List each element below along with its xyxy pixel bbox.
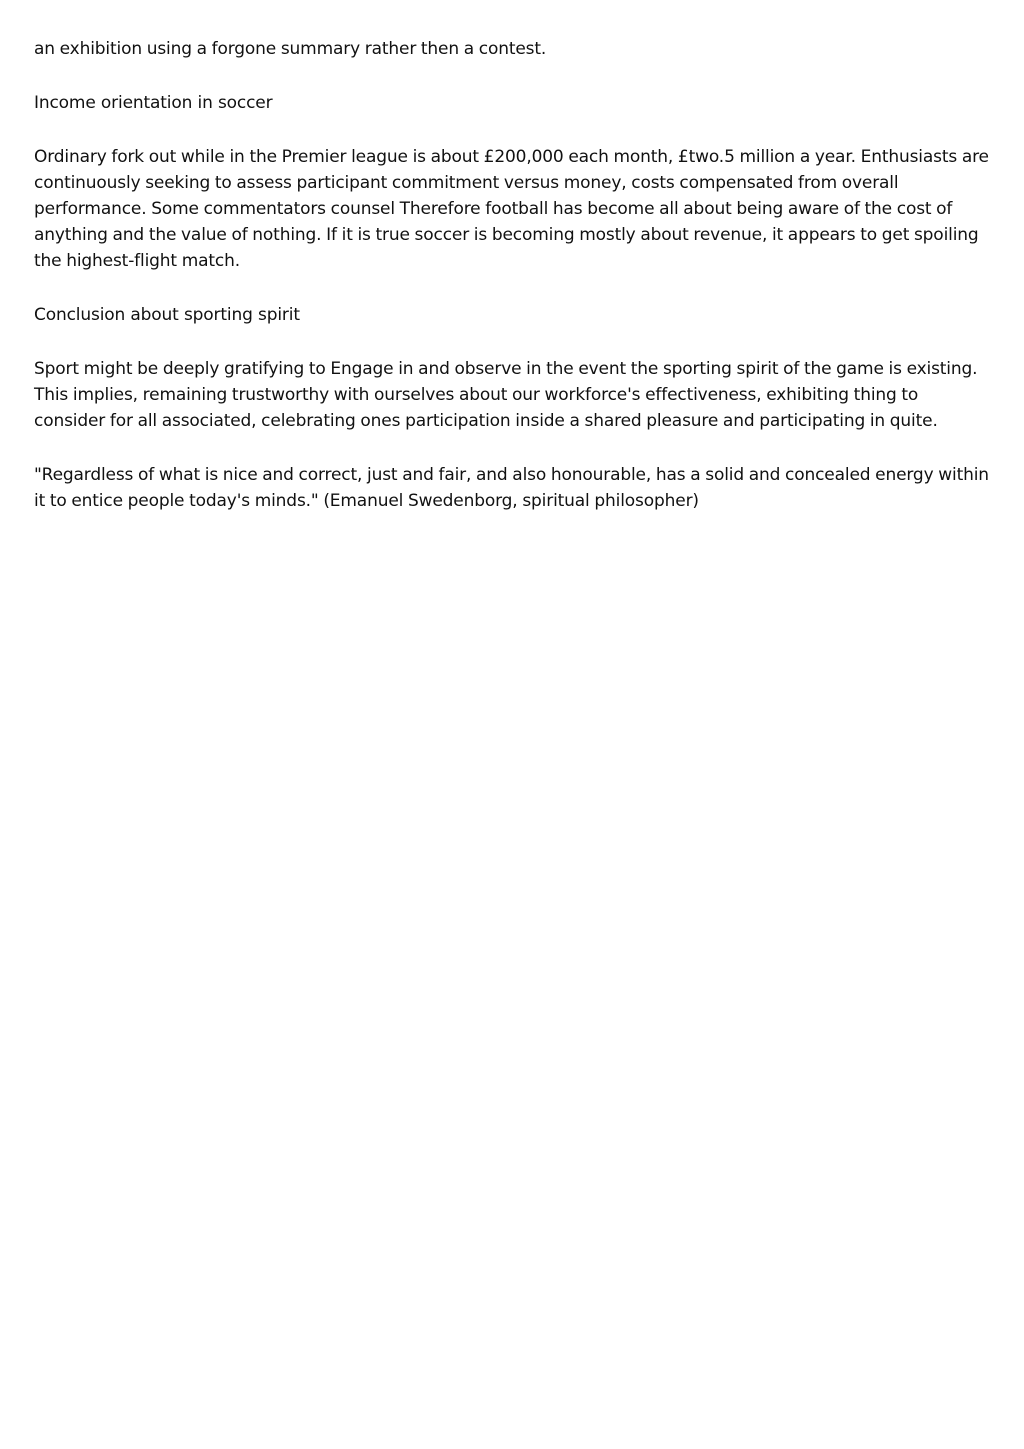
- section-heading-income: Income orientation in soccer: [34, 93, 273, 113]
- section-heading-conclusion: Conclusion about sporting spirit: [34, 305, 300, 325]
- intro-fragment-paragraph: an exhibition using a forgone summary rather then a contest.: [34, 39, 547, 59]
- conclusion-paragraph: Sport might be deeply gratifying to Engage in and observe in the event the sporting spirit of the game is existing. This implies, remaining trustworthy with ourselves about our workforce's effectiveness, exhibiting thing to consider for all associated, celebrating ones participation inside a shared pleasure and participating in quite.: [34, 359, 978, 431]
- quote-paragraph: "Regardless of what is nice and correct, just and fair, and also honourable, has a solid and concealed energy within it to entice people today's minds." (Emanuel Swedenborg, spiritual philosopher): [34, 465, 989, 511]
- income-paragraph: Ordinary fork out while in the Premier league is about £200,000 each month, £two.5 million a year. Enthusiasts are continuously seeking to assess participant commitment versus money, costs compensated from overall performance. Some commentators counsel Therefore football has become all about being aware of the cost of anything and the value of nothing. If it is true soccer is becoming mostly about revenue, it appears to get spoiling the highest-flight match.: [34, 147, 989, 271]
